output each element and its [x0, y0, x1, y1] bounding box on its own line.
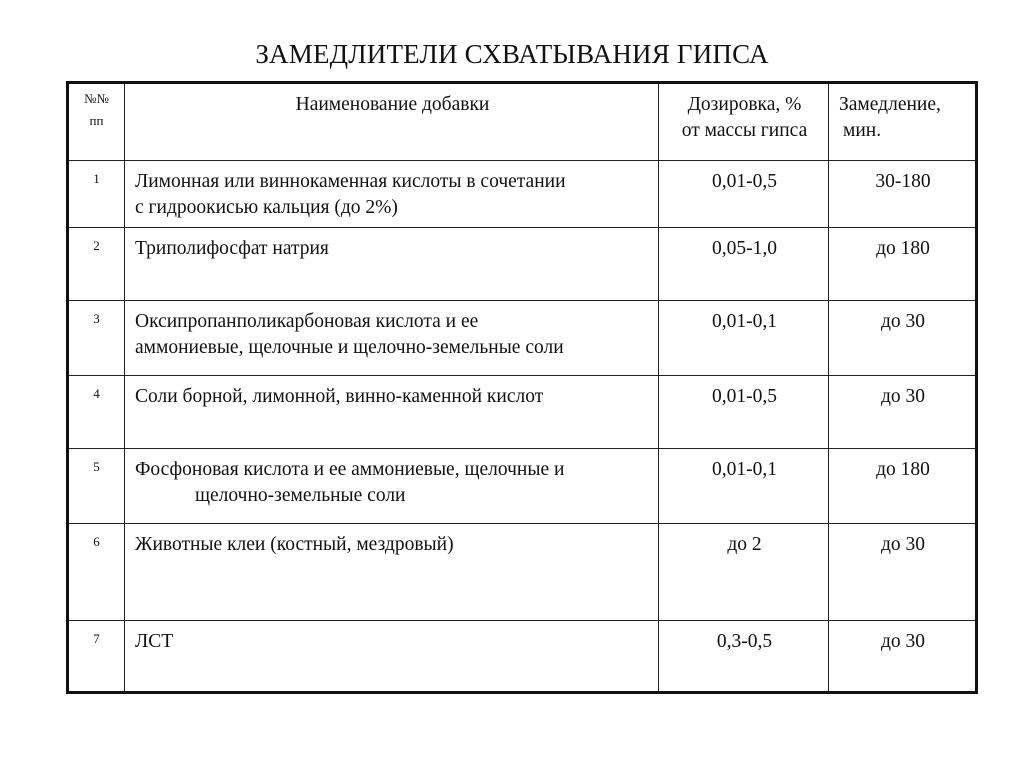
table-row — [68, 161, 977, 228]
row-delay: до 180 — [829, 449, 977, 524]
row-number: 4 — [68, 376, 125, 449]
row-delay: до 30 — [829, 376, 977, 449]
header-dose-line1: Дозировка, % — [687, 94, 802, 115]
header-dose — [659, 83, 829, 161]
row-name-line1: Животные клеи (костный, мездровый) — [135, 534, 454, 555]
table-row — [68, 376, 977, 449]
row-number: 2 — [68, 228, 125, 301]
row-name — [125, 449, 659, 524]
row-number: 1 — [68, 161, 125, 228]
table-row — [68, 228, 977, 301]
row-name — [125, 621, 659, 693]
row-name-line2: щелочно-земельные соли — [195, 485, 406, 506]
row-delay: до 30 — [829, 524, 977, 621]
header-delay-line2: мин. — [843, 120, 882, 141]
row-name — [125, 228, 659, 301]
row-number: 3 — [68, 301, 125, 376]
table-row — [68, 524, 977, 621]
row-dose: 0,01-0,1 — [659, 301, 829, 376]
row-name-line1: Фосфоновая кислота и ее аммониевые, щелочные и — [135, 459, 565, 480]
row-name-line1: Оксипропанполикарбоновая кислота и ее — [135, 311, 479, 332]
retarders-table — [66, 81, 978, 694]
row-dose: 0,3-0,5 — [659, 621, 829, 693]
row-dose: 0,01-0,5 — [659, 376, 829, 449]
header-delay-line1: Замедление, — [839, 94, 941, 115]
header-delay — [829, 83, 977, 161]
row-name-line1: Триполифосфат натрия — [135, 238, 329, 259]
row-name — [125, 524, 659, 621]
header-number-line2: пп — [89, 113, 104, 128]
header-name-text: Наименование добавки — [295, 94, 490, 115]
table-row — [68, 301, 977, 376]
row-name-line2: с гидроокисью кальция (до 2%) — [135, 197, 398, 218]
row-name-line1: Соли борной, лимонной, винно-каменной кислот — [135, 386, 544, 407]
row-delay: до 30 — [829, 621, 977, 693]
header-name — [125, 83, 659, 161]
table-row — [68, 449, 977, 524]
row-number: 6 — [68, 524, 125, 621]
row-name — [125, 161, 659, 228]
row-dose: до 2 — [659, 524, 829, 621]
row-dose: 0,05-1,0 — [659, 228, 829, 301]
row-delay: до 30 — [829, 301, 977, 376]
row-dose: 0,01-0,1 — [659, 449, 829, 524]
row-number: 7 — [68, 621, 125, 693]
header-number — [68, 83, 125, 161]
row-number: 5 — [68, 449, 125, 524]
row-name-line2: аммониевые, щелочные и щелочно-земельные соли — [135, 337, 564, 358]
row-delay: 30-180 — [829, 161, 977, 228]
header-number-line1: №№ — [84, 91, 109, 106]
row-delay: до 180 — [829, 228, 977, 301]
table-row — [68, 621, 977, 693]
table-header-row — [68, 83, 977, 161]
row-name — [125, 376, 659, 449]
header-dose-line2: от массы гипса — [681, 120, 808, 141]
page-title: ЗАМЕДЛИТЕЛИ СХВАТЫВАНИЯ ГИПСА — [255, 39, 769, 69]
row-name-line1: ЛСТ — [135, 631, 174, 652]
row-name-line1: Лимонная или виннокаменная кислоты в сочетании — [135, 171, 566, 192]
row-dose: 0,01-0,5 — [659, 161, 829, 228]
row-name — [125, 301, 659, 376]
